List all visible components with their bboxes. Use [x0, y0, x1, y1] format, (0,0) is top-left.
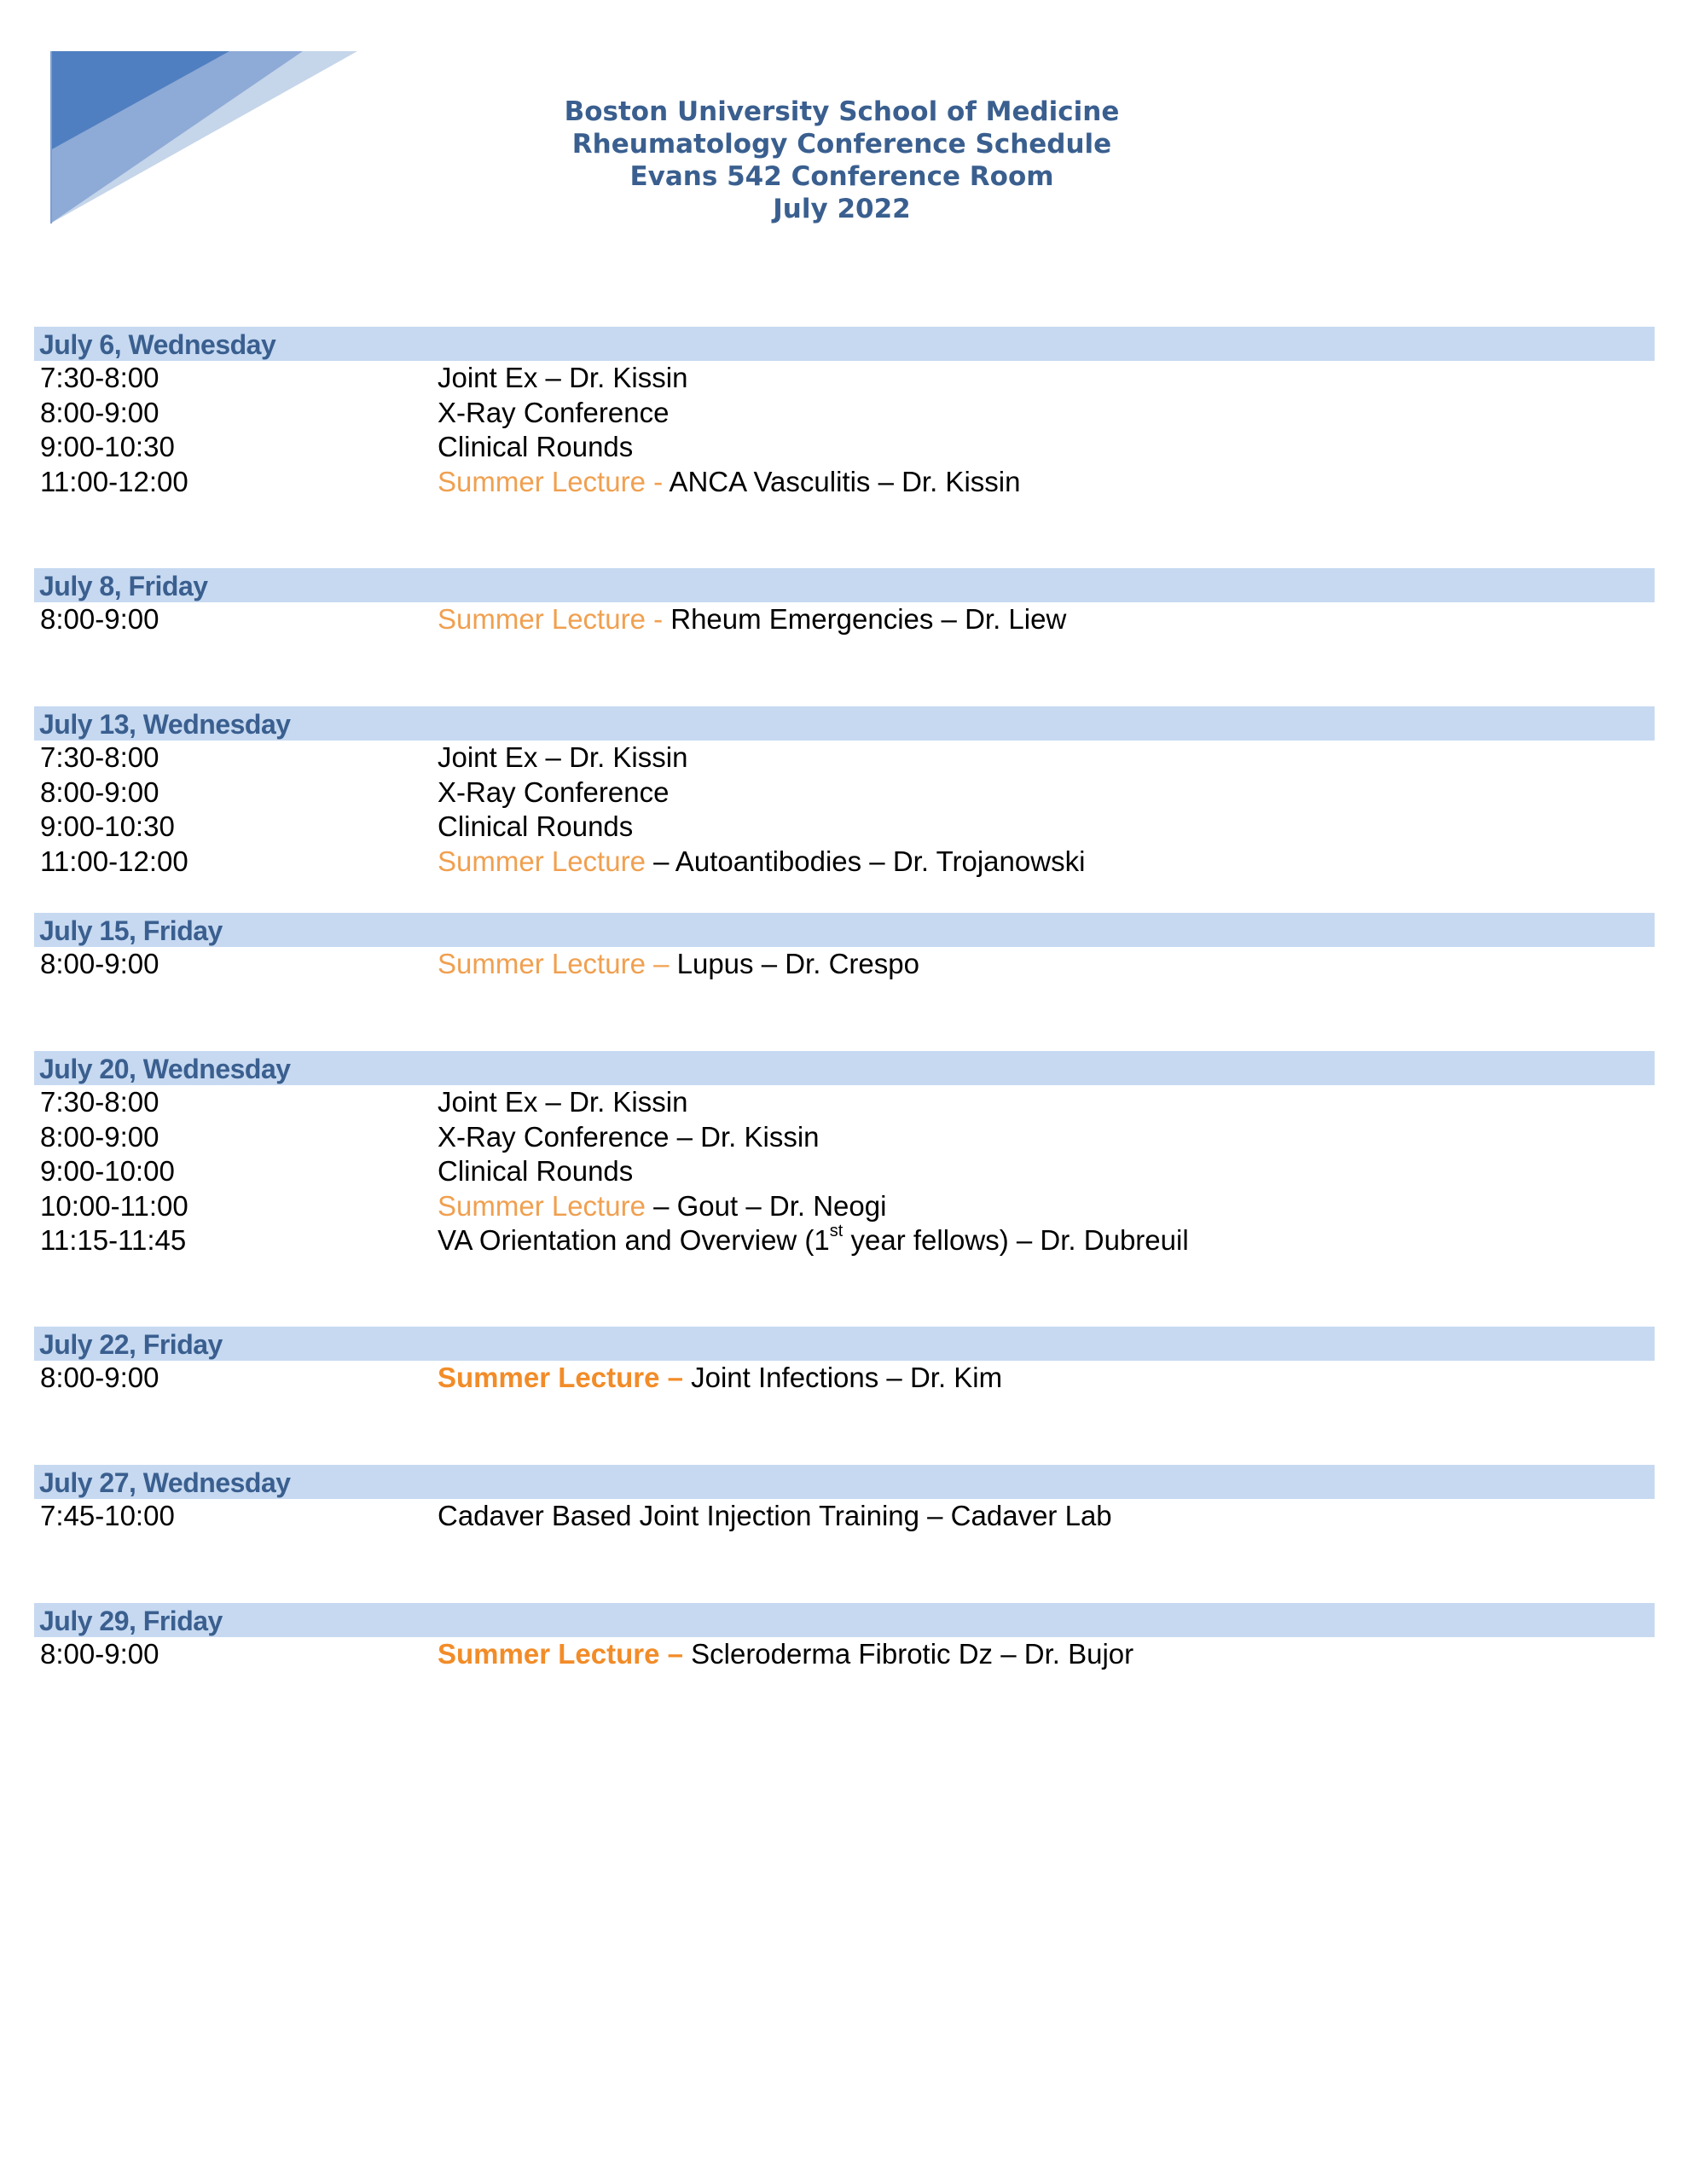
schedule-row: [34, 845, 1655, 880]
schedule-row: [34, 465, 1655, 500]
event-time: 11:00-12:00: [40, 845, 188, 877]
event-title: Joint Ex – Dr. Kissin: [438, 362, 688, 393]
schedule-row: [34, 361, 1655, 396]
day-header: July 20, Wednesday: [34, 1051, 1655, 1085]
summer-lecture-label: Summer Lecture –: [438, 1638, 692, 1670]
event-title: Joint Ex – Dr. Kissin: [438, 741, 688, 773]
event-time: 8:00-9:00: [40, 948, 159, 979]
schedule-row: [34, 810, 1655, 845]
event-time: 7:30-8:00: [40, 362, 159, 393]
day-section: [34, 1603, 1655, 1672]
event-title: – Gout – Dr. Neogi: [645, 1189, 887, 1222]
schedule-row: [34, 1120, 1655, 1155]
day-section: [34, 327, 1655, 499]
event-time: 11:00-12:00: [40, 465, 188, 497]
day-section: [34, 1327, 1655, 1396]
event-time: 11:15-11:45: [40, 1224, 187, 1256]
event-title: Rheum Emergencies – Dr. Liew: [670, 603, 1067, 635]
event-time: 9:00-10:00: [40, 1155, 175, 1187]
day-header: July 27, Wednesday: [34, 1465, 1655, 1499]
event-time: 8:00-9:00: [40, 775, 159, 808]
day-header: July 8, Friday: [34, 568, 1655, 602]
event-description: [438, 1189, 886, 1223]
event-title: ANCA Vasculitis – Dr. Kissin: [669, 465, 1021, 497]
schedule-row: [34, 1085, 1655, 1120]
event-title: Clinical Rounds: [438, 431, 634, 462]
day-section: [34, 568, 1655, 637]
summer-lecture-label: Summer Lecture: [438, 1189, 646, 1222]
schedule-row: [34, 1499, 1655, 1534]
event-title: Scleroderma Fibrotic Dz – Dr. Bujor: [691, 1638, 1134, 1670]
event-description: [438, 1637, 1133, 1671]
event-title-start: VA Orientation and Overview (1: [438, 1224, 830, 1256]
summer-lecture-label: Summer Lecture –: [438, 1362, 692, 1393]
event-title: Cadaver Based Joint Injection Training – Cadaver Lab: [438, 1500, 1112, 1531]
schedule-row: [34, 1361, 1655, 1396]
event-time: 8:00-9:00: [40, 1120, 159, 1153]
event-time: 7:45-10:00: [40, 1500, 175, 1531]
event-title: Clinical Rounds: [438, 1155, 634, 1187]
event-description: [438, 1361, 1002, 1395]
schedule-row: [34, 602, 1655, 637]
event-time: 8:00-9:00: [40, 1362, 159, 1393]
day-section: [34, 1465, 1655, 1534]
header-institution: Boston University School of Medicine: [564, 96, 1120, 127]
header-location: Evans 542 Conference Room: [629, 161, 1054, 192]
event-time: 8:00-9:00: [40, 603, 159, 635]
schedule-row: [34, 430, 1655, 465]
event-title: X-Ray Conference: [438, 775, 670, 808]
event-time: 8:00-9:00: [40, 1638, 159, 1670]
event-title: – Autoantibodies – Dr. Trojanowski: [645, 845, 1086, 877]
event-time: 7:30-8:00: [40, 1086, 159, 1118]
ordinal-suffix: st: [829, 1222, 844, 1240]
header-month: July 2022: [773, 194, 911, 224]
event-title: [438, 1223, 1189, 1258]
event-title: Lupus – Dr. Crespo: [676, 948, 919, 979]
schedule-row: [34, 396, 1655, 431]
event-time: 9:00-10:30: [40, 431, 175, 462]
event-time: 9:00-10:30: [40, 810, 175, 842]
event-description: [438, 465, 1020, 499]
schedule-row: [34, 741, 1655, 775]
event-time: 7:30-8:00: [40, 741, 159, 773]
summer-lecture-label: Summer Lecture -: [438, 603, 671, 635]
schedule-row: [34, 1154, 1655, 1189]
summer-lecture-label: Summer Lecture -: [438, 465, 670, 497]
day-section: [34, 913, 1655, 982]
summer-lecture-label: Summer Lecture: [438, 845, 646, 877]
header-schedule-title: Rheumatology Conference Schedule: [571, 129, 1112, 160]
event-title-end: year fellows) – Dr. Dubreuil: [843, 1224, 1189, 1256]
day-section: [34, 1051, 1655, 1258]
day-header: July 13, Wednesday: [34, 706, 1655, 741]
event-time: 10:00-11:00: [40, 1189, 188, 1222]
day-section: [34, 706, 1655, 879]
schedule-row: [34, 947, 1655, 982]
event-description: [438, 947, 919, 981]
event-title: Clinical Rounds: [438, 810, 634, 842]
schedule-row: [34, 775, 1655, 810]
day-header: July 15, Friday: [34, 913, 1655, 947]
summer-lecture-label: Summer Lecture –: [438, 948, 677, 979]
event-time: 8:00-9:00: [40, 396, 159, 428]
day-header: July 22, Friday: [34, 1327, 1655, 1361]
event-description: [438, 845, 1085, 879]
event-title: Joint Ex – Dr. Kissin: [438, 1086, 688, 1118]
schedule-row: [34, 1189, 1655, 1224]
schedule-row: [34, 1223, 1655, 1258]
event-title: Joint Infections – Dr. Kim: [691, 1362, 1003, 1393]
schedule-row: [34, 1637, 1655, 1672]
day-header: July 6, Wednesday: [34, 327, 1655, 361]
event-title: X-Ray Conference – Dr. Kissin: [438, 1120, 820, 1153]
event-description: [438, 602, 1066, 636]
document-header: [0, 96, 1687, 225]
day-header: July 29, Friday: [34, 1603, 1655, 1637]
event-title: X-Ray Conference: [438, 396, 670, 428]
